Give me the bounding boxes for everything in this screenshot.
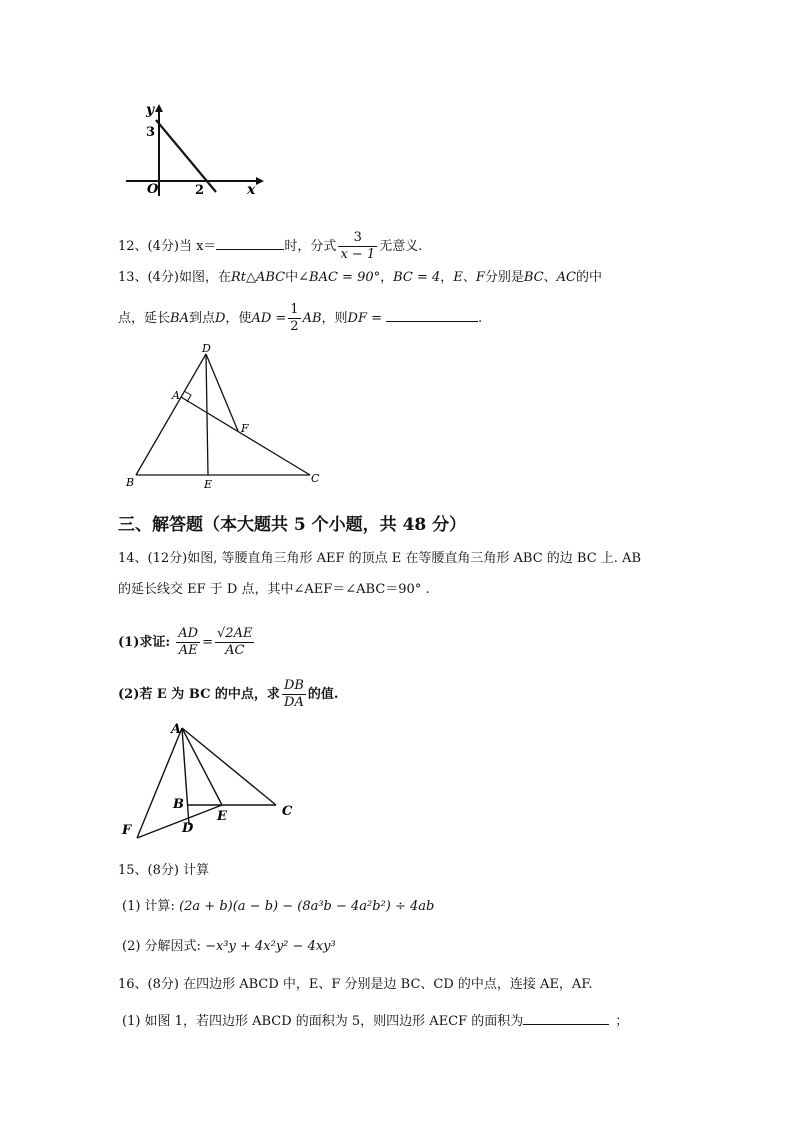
x-tick-label: 2 (195, 183, 205, 198)
q16-p1-end: ； (615, 1014, 629, 1029)
q14-p2-num: DB (283, 678, 304, 693)
segment-AC (181, 397, 310, 475)
question-13-line-2 (118, 302, 482, 335)
q12-frac-den: x − 1 (340, 247, 376, 262)
q15-p1-expression: (2a + b)(a − b) − (8a³b − 4a²b²) ÷ 4ab (179, 899, 435, 914)
q13-answer-blank[interactable] (386, 307, 478, 322)
q13-math: BA (170, 311, 189, 326)
q15-p2-label: (2) 分解因式: (122, 939, 201, 954)
point-E-label: E (217, 809, 227, 824)
q14-p1-right-num: √2AE (217, 626, 253, 641)
q13-text: 点，延长 (118, 311, 171, 326)
y-axis-label: y (146, 102, 155, 118)
point-A-label: A (171, 722, 182, 737)
q13-text: 到点 (188, 311, 215, 326)
q14-p1-label: (1)求证: (118, 635, 171, 650)
q14-p1-left-den: AE (176, 642, 200, 659)
point-F-label: F (241, 422, 249, 435)
point-D-label: D (202, 342, 211, 355)
point-A-label: A (172, 389, 180, 402)
q13-text: 的中 (575, 270, 602, 285)
q13-text: ，使 (225, 311, 252, 326)
y-tick-label: 3 (146, 125, 156, 140)
question-14-line-2: 的延长线交 EF 于 D 点，其中∠AEF＝∠ABC＝90° . (118, 582, 430, 597)
q14-p1-left-num: AD (178, 626, 199, 641)
q14-part-1 (118, 626, 256, 659)
right-angle-mark-icon (184, 391, 191, 402)
q12-suffix: 无意义. (379, 239, 423, 254)
point-B-label: B (173, 797, 184, 812)
q14-p1-left-fraction (176, 626, 200, 659)
q12-mid: 时，分式 (284, 239, 337, 254)
q13-text: 、 (543, 270, 557, 285)
q13-text: ，则 (321, 311, 348, 326)
x-axis-arrow-icon (256, 177, 264, 185)
q13-fraction (288, 302, 300, 335)
question-14-line-1: 14、(12分)如图, 等腰直角三角形 AEF 的顶点 E 在等腰直角三角形 ABC 的边 BC 上. AB (118, 551, 642, 566)
q13-math: ∠BAC = 90° (298, 270, 381, 285)
segment-AE (182, 728, 222, 805)
q13-math: BC = 4 (393, 270, 441, 285)
point-F-label: F (122, 823, 132, 838)
q13-math: E (453, 270, 463, 285)
segment-DB (136, 354, 206, 475)
q13-text: 中 (285, 270, 299, 285)
q12-prefix: 12、(4分)当 x＝ (118, 239, 217, 254)
q13-math: DF = (347, 311, 382, 326)
q13-text: 分别是 (484, 270, 524, 285)
q14-p1-right-fraction (215, 626, 254, 659)
triangle-figure-14 (118, 718, 308, 843)
q14-p1-eq: = (202, 635, 214, 650)
q15-part-2 (122, 937, 336, 957)
q12-frac-num: 3 (353, 230, 362, 245)
point-C-label: C (282, 804, 293, 819)
segment-AC (182, 728, 276, 805)
section-3-title: 三、解答题（本大题共 5 个小题，共 48 分） (118, 515, 467, 535)
question-16-line-1: 16、(8分) 在四边形 ABCD 中，E、F 分别是边 BC、CD 的中点，连接 AE，AF. (118, 977, 593, 992)
q15-part-1 (122, 897, 434, 917)
q13-frac-den: 2 (290, 319, 299, 334)
point-E-label: E (204, 478, 213, 490)
question-15-title: 15、(8分) 计算 (118, 863, 210, 878)
question-13-line-1 (118, 268, 602, 288)
q14-p2-label: (2)若 E 为 BC 的中点，求 (118, 687, 280, 702)
q13-math: Rt△ABC (230, 270, 286, 285)
q13-frac-num: 1 (290, 302, 299, 317)
q15-p1-label: (1) 计算: (122, 899, 175, 914)
q13-math: AC (556, 270, 576, 285)
x-axis-label: x (247, 182, 256, 198)
point-C-label: C (311, 472, 320, 485)
q13-math: AB (302, 311, 322, 326)
q13-text: . (478, 311, 483, 326)
point-B-label: B (126, 476, 135, 489)
triangle-figure-13 (120, 340, 330, 490)
q13-text: ， (380, 270, 394, 285)
q12-fraction (338, 230, 377, 263)
y-axis-arrow-icon (155, 104, 163, 112)
origin-label: O (147, 182, 159, 197)
q14-part-2 (118, 678, 338, 711)
q14-p1-right-den: AC (215, 642, 254, 659)
q13-text: 13、(4分)如图，在 (118, 270, 231, 285)
q13-math: F (475, 270, 485, 285)
question-12 (118, 230, 422, 263)
q15-p2-expression: −x³y + 4x²y² − 4xy³ (205, 939, 336, 954)
q16-answer-blank[interactable] (523, 1010, 609, 1025)
q16-part-1 (122, 1010, 628, 1032)
q13-math: BC (523, 270, 544, 285)
q13-math: AD = (251, 311, 287, 326)
q12-answer-blank[interactable] (216, 235, 284, 250)
q13-text: ， (440, 270, 454, 285)
q14-p2-fraction (282, 678, 306, 711)
q14-p2-suffix: 的值. (307, 687, 339, 702)
q13-math: D (214, 311, 226, 326)
point-D-label: D (182, 821, 194, 836)
axes-figure (120, 98, 270, 200)
segment-AF (137, 728, 182, 838)
segment-DF (206, 354, 238, 431)
q13-text: 、 (462, 270, 476, 285)
q14-p2-den: DA (282, 694, 306, 711)
q16-p1-text: (1) 如图 1，若四边形 ABCD 的面积为 5，则四边形 AECF 的面积为 (122, 1014, 524, 1029)
segment-DE (206, 354, 208, 475)
